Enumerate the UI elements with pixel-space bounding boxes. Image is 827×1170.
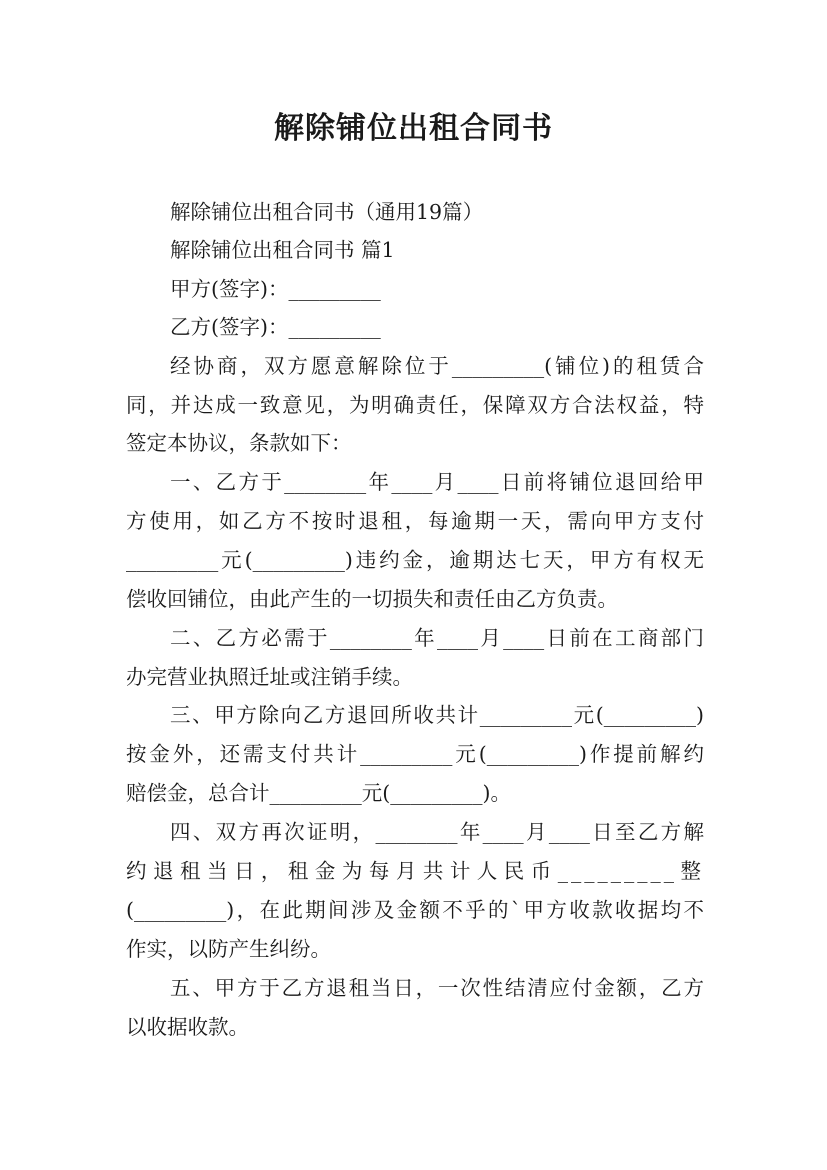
- clause-4-line: 约退租当日，租金为每月共计人民币_________整: [126, 859, 704, 883]
- clause-2-line: 办完营业执照迁址或注销手续。: [126, 665, 413, 689]
- party-a-signature-line: 甲方(签字)：_________: [170, 277, 381, 301]
- subtitle-line: 解除铺位出租合同书（通用19篇）: [170, 200, 484, 224]
- party-b-signature-line: 乙方(签字)：_________: [170, 315, 381, 339]
- clause-1-line: _________元(_________)违约金，逾期达七天，甲方有权无: [126, 548, 704, 572]
- clause-4-line: (_________)，在此期间涉及金额不乎的`甲方收款收据均不: [126, 898, 704, 922]
- clause-3-line: 赔偿金，总合计_________元(_________)。: [126, 781, 511, 805]
- clause-5-line: 以收据收款。: [126, 1015, 249, 1039]
- clause-1-line: 方使用，如乙方不按时退租，每逾期一天，需向甲方支付: [126, 509, 704, 533]
- clause-3-line: 三、甲方除向乙方退回所收共计_________元(_________): [170, 703, 704, 727]
- paragraph-line: 经协商，双方愿意解除位于_________(铺位)的租赁合: [170, 354, 704, 378]
- clause-5-line: 五、甲方于乙方退租当日，一次性结清应付金额，乙方: [170, 976, 704, 1000]
- paragraph-line: 签定本协议，条款如下：: [126, 431, 352, 455]
- clause-2-line: 二、乙方必需于________年____月____日前在工商部门: [170, 626, 704, 650]
- clause-1-line: 一、乙方于________年____月____日前将铺位退回给甲: [170, 470, 704, 494]
- clause-4-line: 作实，以防产生纠纷。: [126, 937, 331, 961]
- clause-4-line: 四、双方再次证明，________年____月____日至乙方解: [170, 820, 704, 844]
- document-title: 解除铺位出租合同书: [274, 111, 553, 146]
- clause-3-line: 按金外，还需支付共计_________元(_________)作提前解约: [126, 742, 704, 766]
- clause-1-line: 偿收回铺位，由此产生的一切损失和责任由乙方负责。: [126, 587, 618, 611]
- section-heading: 解除铺位出租合同书 篇1: [170, 238, 395, 262]
- paragraph-line: 同，并达成一致意见，为明确责任，保障双方合法权益，特: [126, 393, 704, 417]
